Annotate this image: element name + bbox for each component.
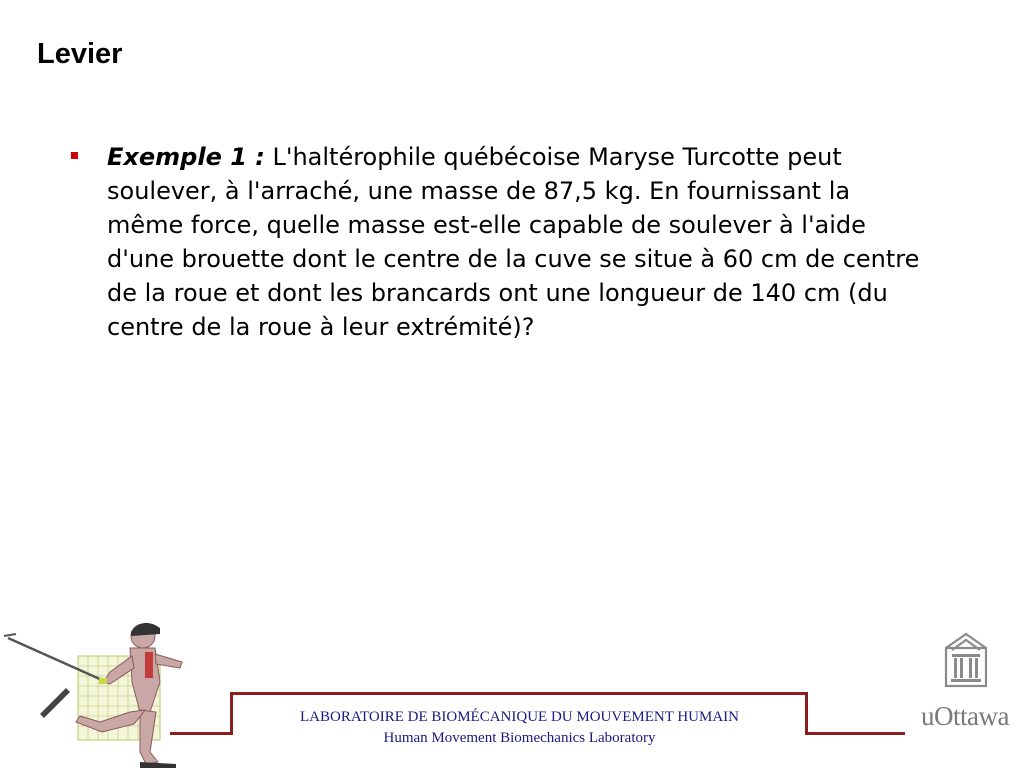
footer-lab-name-en: Human Movement Biomechanics Laboratory [383,730,656,746]
uottawa-wordmark: uOttawa [921,701,1009,731]
example-body: L'haltérophile québécoise Maryse Turcotte peut soulever, à l'arraché, une masse de 87,5 kg. En fournissant la même force, quelle masse est-elle capable de soulever à l'aide d'une brouette dont le centre de la cuve se situe à 60 cm de centre de la roue et dont les brancards ont une longueur de 140 cm (du centre de la roue à leur extrémité)? [107,143,920,341]
footer-lab-name-fr: LABORATOIRE DE BIOMÉCANIQUE DU MOUVEMENT HUMAIN [299,709,739,725]
bullet-item [67,140,927,344]
bullet-list [67,140,927,344]
square-bullet-icon [71,152,78,159]
helmet [131,623,160,636]
example-label: Exemple 1 : [107,143,265,171]
university-building-icon [942,628,990,690]
uottawa-logo [915,628,1015,731]
bullet-text [107,143,919,341]
slide-title: Levier [37,38,123,70]
footer-text [232,707,807,749]
